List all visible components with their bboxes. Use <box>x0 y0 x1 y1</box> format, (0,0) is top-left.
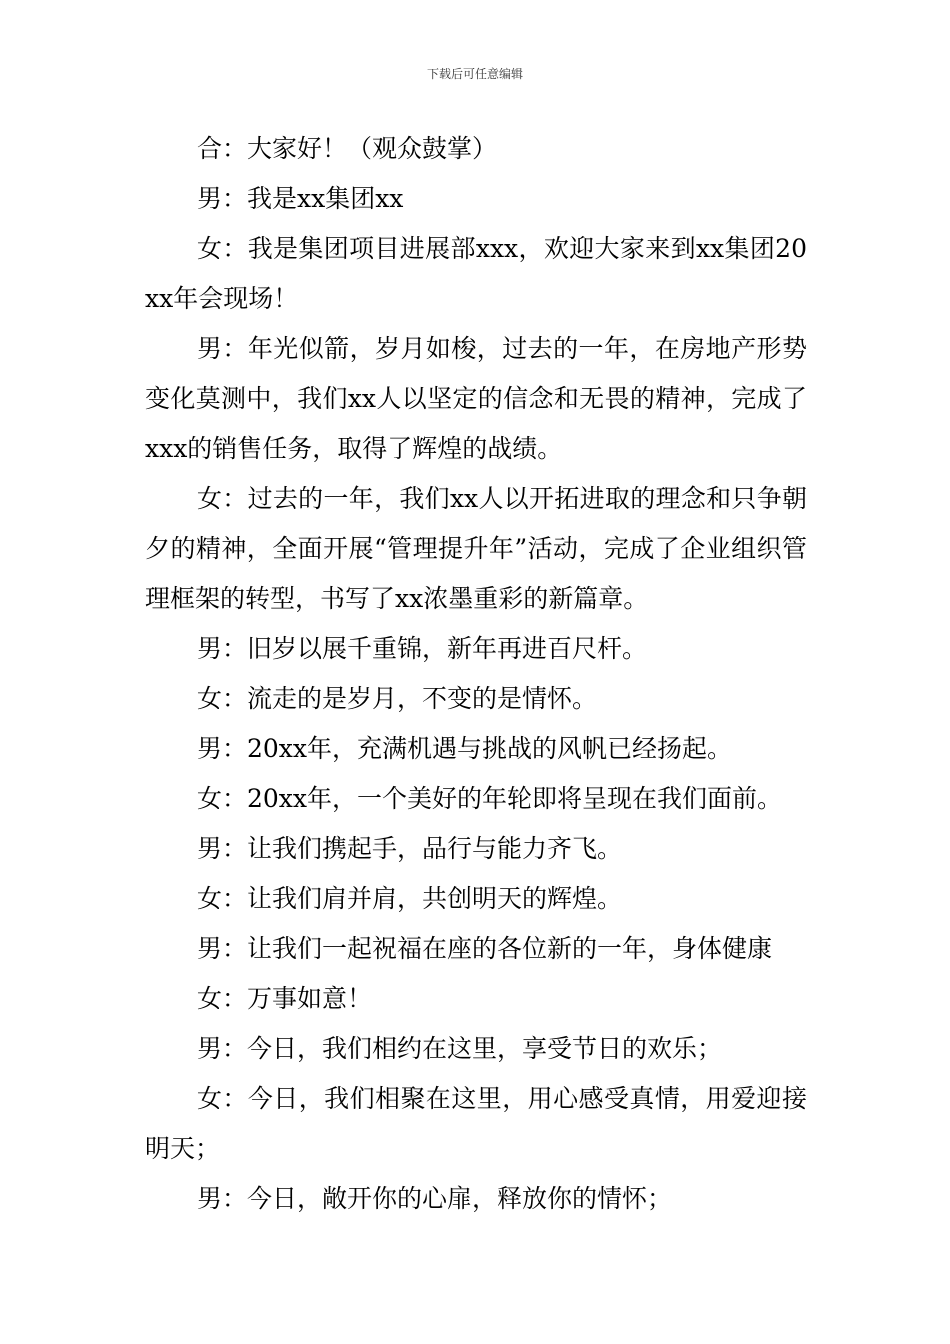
script-line: 男：旧岁以展千重锦，新年再进百尺杆。 <box>197 634 648 663</box>
script-line: 女：我是集团项目进展部xxx，欢迎大家来到xx集团20xx年会现场！ <box>145 234 807 313</box>
page-header-note: 下载后可任意编辑 <box>426 67 523 81</box>
script-line: 合：大家好！（观众鼓掌） <box>197 134 498 163</box>
script-line: 女：过去的一年，我们xx人以开拓进取的理念和只争朝夕的精神，全面开展“管理提升年”活动，完成了企业组织管理框架的转型，书写了xx浓墨重彩的新篇章。 <box>145 484 807 613</box>
script-line: 女：让我们肩并肩，共创明天的辉煌。 <box>197 884 623 913</box>
script-line: 男：今日，敞开你的心扉，释放你的情怀； <box>197 1184 673 1213</box>
script-line: 男：今日，我们相约在这里，享受节日的欢乐； <box>197 1034 723 1063</box>
script-body <box>145 124 807 1224</box>
script-line: 男：让我们一起祝福在座的各位新的一年，身体健康 <box>197 934 773 963</box>
script-line: 男：20xx年，充满机遇与挑战的风帆已经扬起。 <box>197 734 733 763</box>
script-line: 女：今日，我们相聚在这里，用心感受真情，用爱迎接明天； <box>145 1084 807 1163</box>
script-line: 男：我是xx集团xx <box>197 184 404 213</box>
script-line: 女：20xx年，一个美好的年轮即将呈现在我们面前。 <box>197 784 783 813</box>
script-line: 女：流走的是岁月，不变的是情怀。 <box>197 684 598 713</box>
script-line: 男：年光似箭，岁月如梭，过去的一年，在房地产形势变化莫测中，我们xx人以坚定的信念和无畏的精神，完成了xxx的销售任务，取得了辉煌的战绩。 <box>145 334 807 463</box>
script-line: 女：万事如意！ <box>197 984 373 1013</box>
script-line: 男：让我们携起手，品行与能力齐飞。 <box>197 834 623 863</box>
